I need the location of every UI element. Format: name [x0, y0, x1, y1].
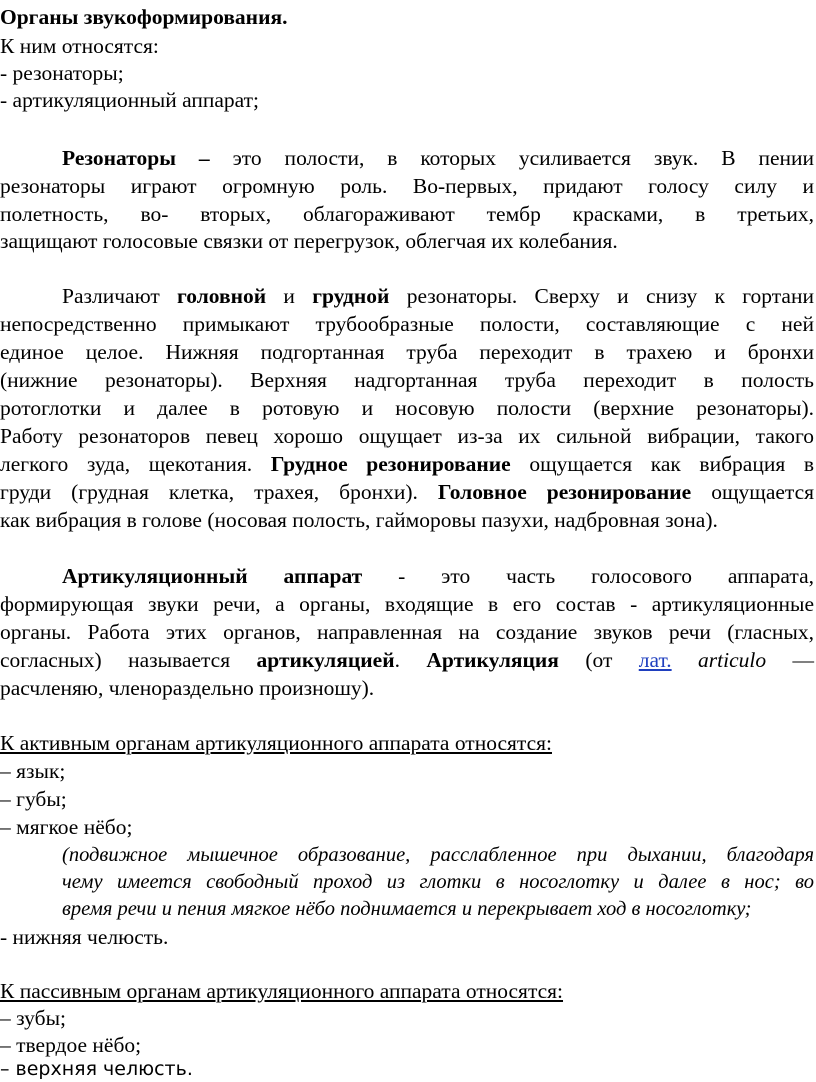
active-item-tongue: – язык; — [0, 759, 66, 783]
passive-heading: К пассивным органам артикуляционного аппарата относятся: — [0, 979, 564, 1003]
para3-line1: Артикуляционный аппарат - это часть голосового аппарата, — [62, 564, 814, 588]
para1-line4: защищают голосовые связки от перегрузок, облегчая их колебания. — [0, 229, 618, 253]
intro-line: К ним относятся: — [0, 34, 159, 58]
para1-line2: резонаторы играют огромную роль. Во-первых, придают голосу силу и — [0, 174, 814, 198]
para3-line4: согласных) называется артикуляцией. Артикуляция (от лат. articulo — — [0, 648, 815, 672]
para1-line1: Резонаторы – это полости, в которых усиливается звук. В пении — [62, 146, 815, 170]
passive-item-teeth: – зубы; — [0, 1006, 66, 1030]
soft-palate-note-line2: чему имеется свободный проход из глотки в носоглотку и далее в нос; во — [62, 871, 814, 893]
para2-line5: ротоглотки и далее в ротовую и носовую полости (верхние резонаторы). — [0, 396, 814, 420]
page-title: Органы звукоформирования. — [0, 5, 288, 29]
latin-link[interactable]: лат. — [638, 648, 672, 672]
intro-item-articulation: - артикуляционный аппарат; — [0, 88, 260, 112]
para2-line6: Работу резонаторов певец хорошо ощущает из-за их сильной вибрации, такого — [0, 424, 814, 448]
para3-line2: формирующая звуки речи, а органы, входящие в его состав - артикуляционные — [0, 592, 814, 616]
soft-palate-note-line1: (подвижное мышечное образование, расслабленное при дыхании, благодаря — [62, 844, 814, 866]
para2-line2: непосредственно примыкают трубообразные полости, составляющие с ней — [0, 312, 814, 336]
term-resonators: Резонаторы — [62, 146, 177, 170]
active-item-lower-jaw: - нижняя челюсть. — [0, 925, 169, 949]
para2-line7: легкого зуда, щекотания. Грудное резонирование ощущается как вибрация в — [0, 452, 814, 476]
intro-item-resonators: - резонаторы; — [0, 61, 124, 85]
active-item-soft-palate: – мягкое нёбо; — [0, 815, 133, 839]
para1-line3: полетность, во- вторых, облагораживают тембр красками, в третьих, — [0, 202, 814, 226]
para3-line5: расчленяю, членораздельно произношу). — [0, 676, 375, 700]
para2-line1: Различают головной и грудной резонаторы. Сверху и снизу к гортани — [62, 284, 814, 308]
para3-line3: органы. Работа этих органов, направленная на создание звуков речи (гласных, — [0, 620, 814, 644]
para2-line8: груди (грудная клетка, трахея, бронхи). Головное резонирование ощущается — [0, 480, 814, 504]
passive-item-hard-palate: – твердое нёбо; — [0, 1033, 142, 1057]
para2-line4: (нижние резонаторы). Верхняя надгортанная труба переходит в полость — [0, 368, 814, 392]
term-dash: – — [176, 146, 210, 170]
active-item-lips: – губы; — [0, 787, 67, 811]
para2-line9: как вибрация в голове (носовая полость, гайморовы пазухи, надбровная зона). — [0, 508, 718, 532]
active-heading: К активным органам артикуляционного аппарата относятся: — [0, 731, 552, 755]
para2-line3: единое целое. Нижняя подгортанная труба переходит в трахею и бронхи — [0, 340, 814, 364]
soft-palate-note-line3: время речи и пения мягкое нёбо поднимается и перекрывает ход в носоглотку; — [62, 898, 752, 920]
passive-item-upper-jaw: – верхняя челюсть. — [0, 1058, 193, 1080]
